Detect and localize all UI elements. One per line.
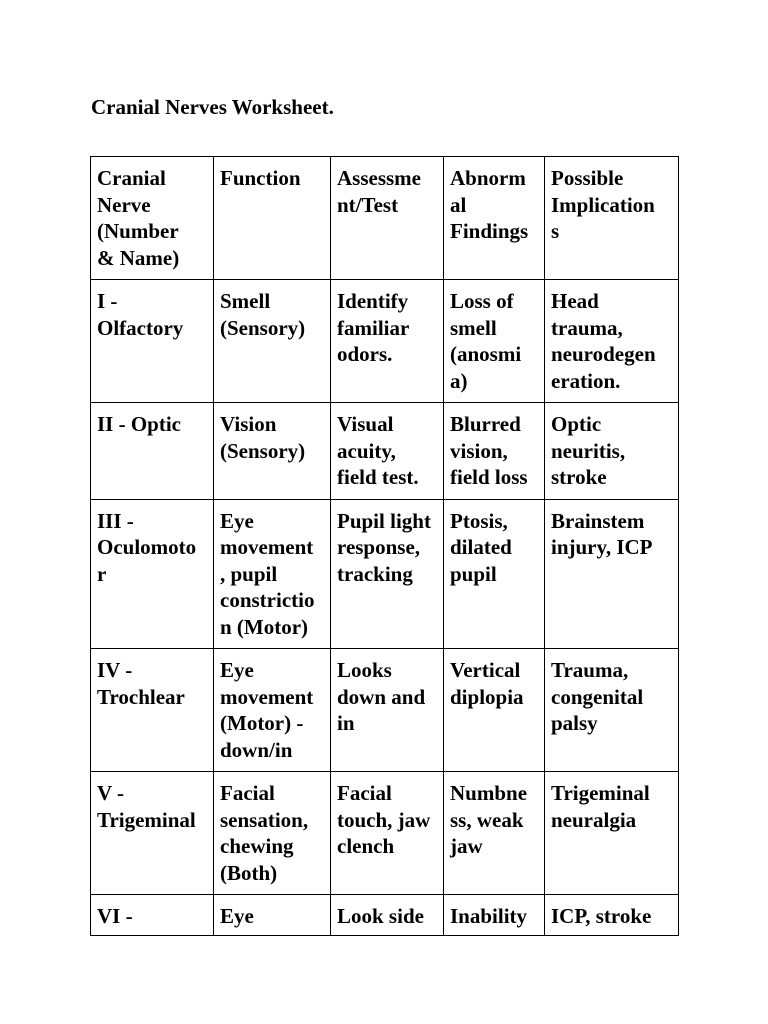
cell-possible-implications: Optic neuritis, stroke bbox=[545, 403, 679, 500]
cell-assessment-test: Looks down and in bbox=[331, 649, 444, 772]
cell-function: Facial sensation, chewing (Both) bbox=[214, 772, 331, 895]
table-header-row bbox=[91, 157, 679, 280]
header-assessment-test: Assessme nt/Test bbox=[331, 157, 444, 280]
cell-cranial-nerve: IV - Trochlear bbox=[91, 649, 214, 772]
cell-possible-implications: Trauma, congenital palsy bbox=[545, 649, 679, 772]
cell-abnormal-findings: Ptosis, dilated pupil bbox=[444, 499, 545, 649]
cell-assessment-test: Facial touch, jaw clench bbox=[331, 772, 444, 895]
cell-possible-implications: Head trauma, neurodegen eration. bbox=[545, 280, 679, 403]
cell-function: Eye movement (Motor) - down/in bbox=[214, 649, 331, 772]
cell-cranial-nerve: II - Optic bbox=[91, 403, 214, 500]
cell-abnormal-findings: Vertical diplopia bbox=[444, 649, 545, 772]
cell-function: Eye bbox=[214, 895, 331, 936]
cell-cranial-nerve: V - Trigeminal bbox=[91, 772, 214, 895]
table-row bbox=[91, 499, 679, 649]
cell-function: Eye movement , pupil constrictio n (Motor) bbox=[214, 499, 331, 649]
page-title: Cranial Nerves Worksheet. bbox=[91, 95, 334, 119]
cell-cranial-nerve: VI - bbox=[91, 895, 214, 936]
cell-abnormal-findings: Blurred vision, field loss bbox=[444, 403, 545, 500]
cell-abnormal-findings: Loss of smell (anosmi a) bbox=[444, 280, 545, 403]
table-row bbox=[91, 895, 679, 936]
header-cranial-nerve: Cranial Nerve (Number & Name) bbox=[91, 157, 214, 280]
cell-possible-implications: Brainstem injury, ICP bbox=[545, 499, 679, 649]
header-function: Function bbox=[214, 157, 331, 280]
cell-abnormal-findings: Numbne ss, weak jaw bbox=[444, 772, 545, 895]
cell-function: Vision (Sensory) bbox=[214, 403, 331, 500]
header-abnormal-findings: Abnorm al Findings bbox=[444, 157, 545, 280]
cell-assessment-test: Pupil light response, tracking bbox=[331, 499, 444, 649]
cell-cranial-nerve: III - Oculomoto r bbox=[91, 499, 214, 649]
header-possible-implications: Possible Implication s bbox=[545, 157, 679, 280]
cell-cranial-nerve: I - Olfactory bbox=[91, 280, 214, 403]
table-row bbox=[91, 403, 679, 500]
cell-assessment-test: Visual acuity, field test. bbox=[331, 403, 444, 500]
cell-possible-implications: ICP, stroke bbox=[545, 895, 679, 936]
table-row bbox=[91, 280, 679, 403]
table-row bbox=[91, 772, 679, 895]
table-row bbox=[91, 649, 679, 772]
cell-function: Smell (Sensory) bbox=[214, 280, 331, 403]
cell-abnormal-findings: Inability bbox=[444, 895, 545, 936]
cranial-nerves-table bbox=[90, 156, 679, 936]
cell-possible-implications: Trigeminal neuralgia bbox=[545, 772, 679, 895]
cell-assessment-test: Look side bbox=[331, 895, 444, 936]
cell-assessment-test: Identify familiar odors. bbox=[331, 280, 444, 403]
